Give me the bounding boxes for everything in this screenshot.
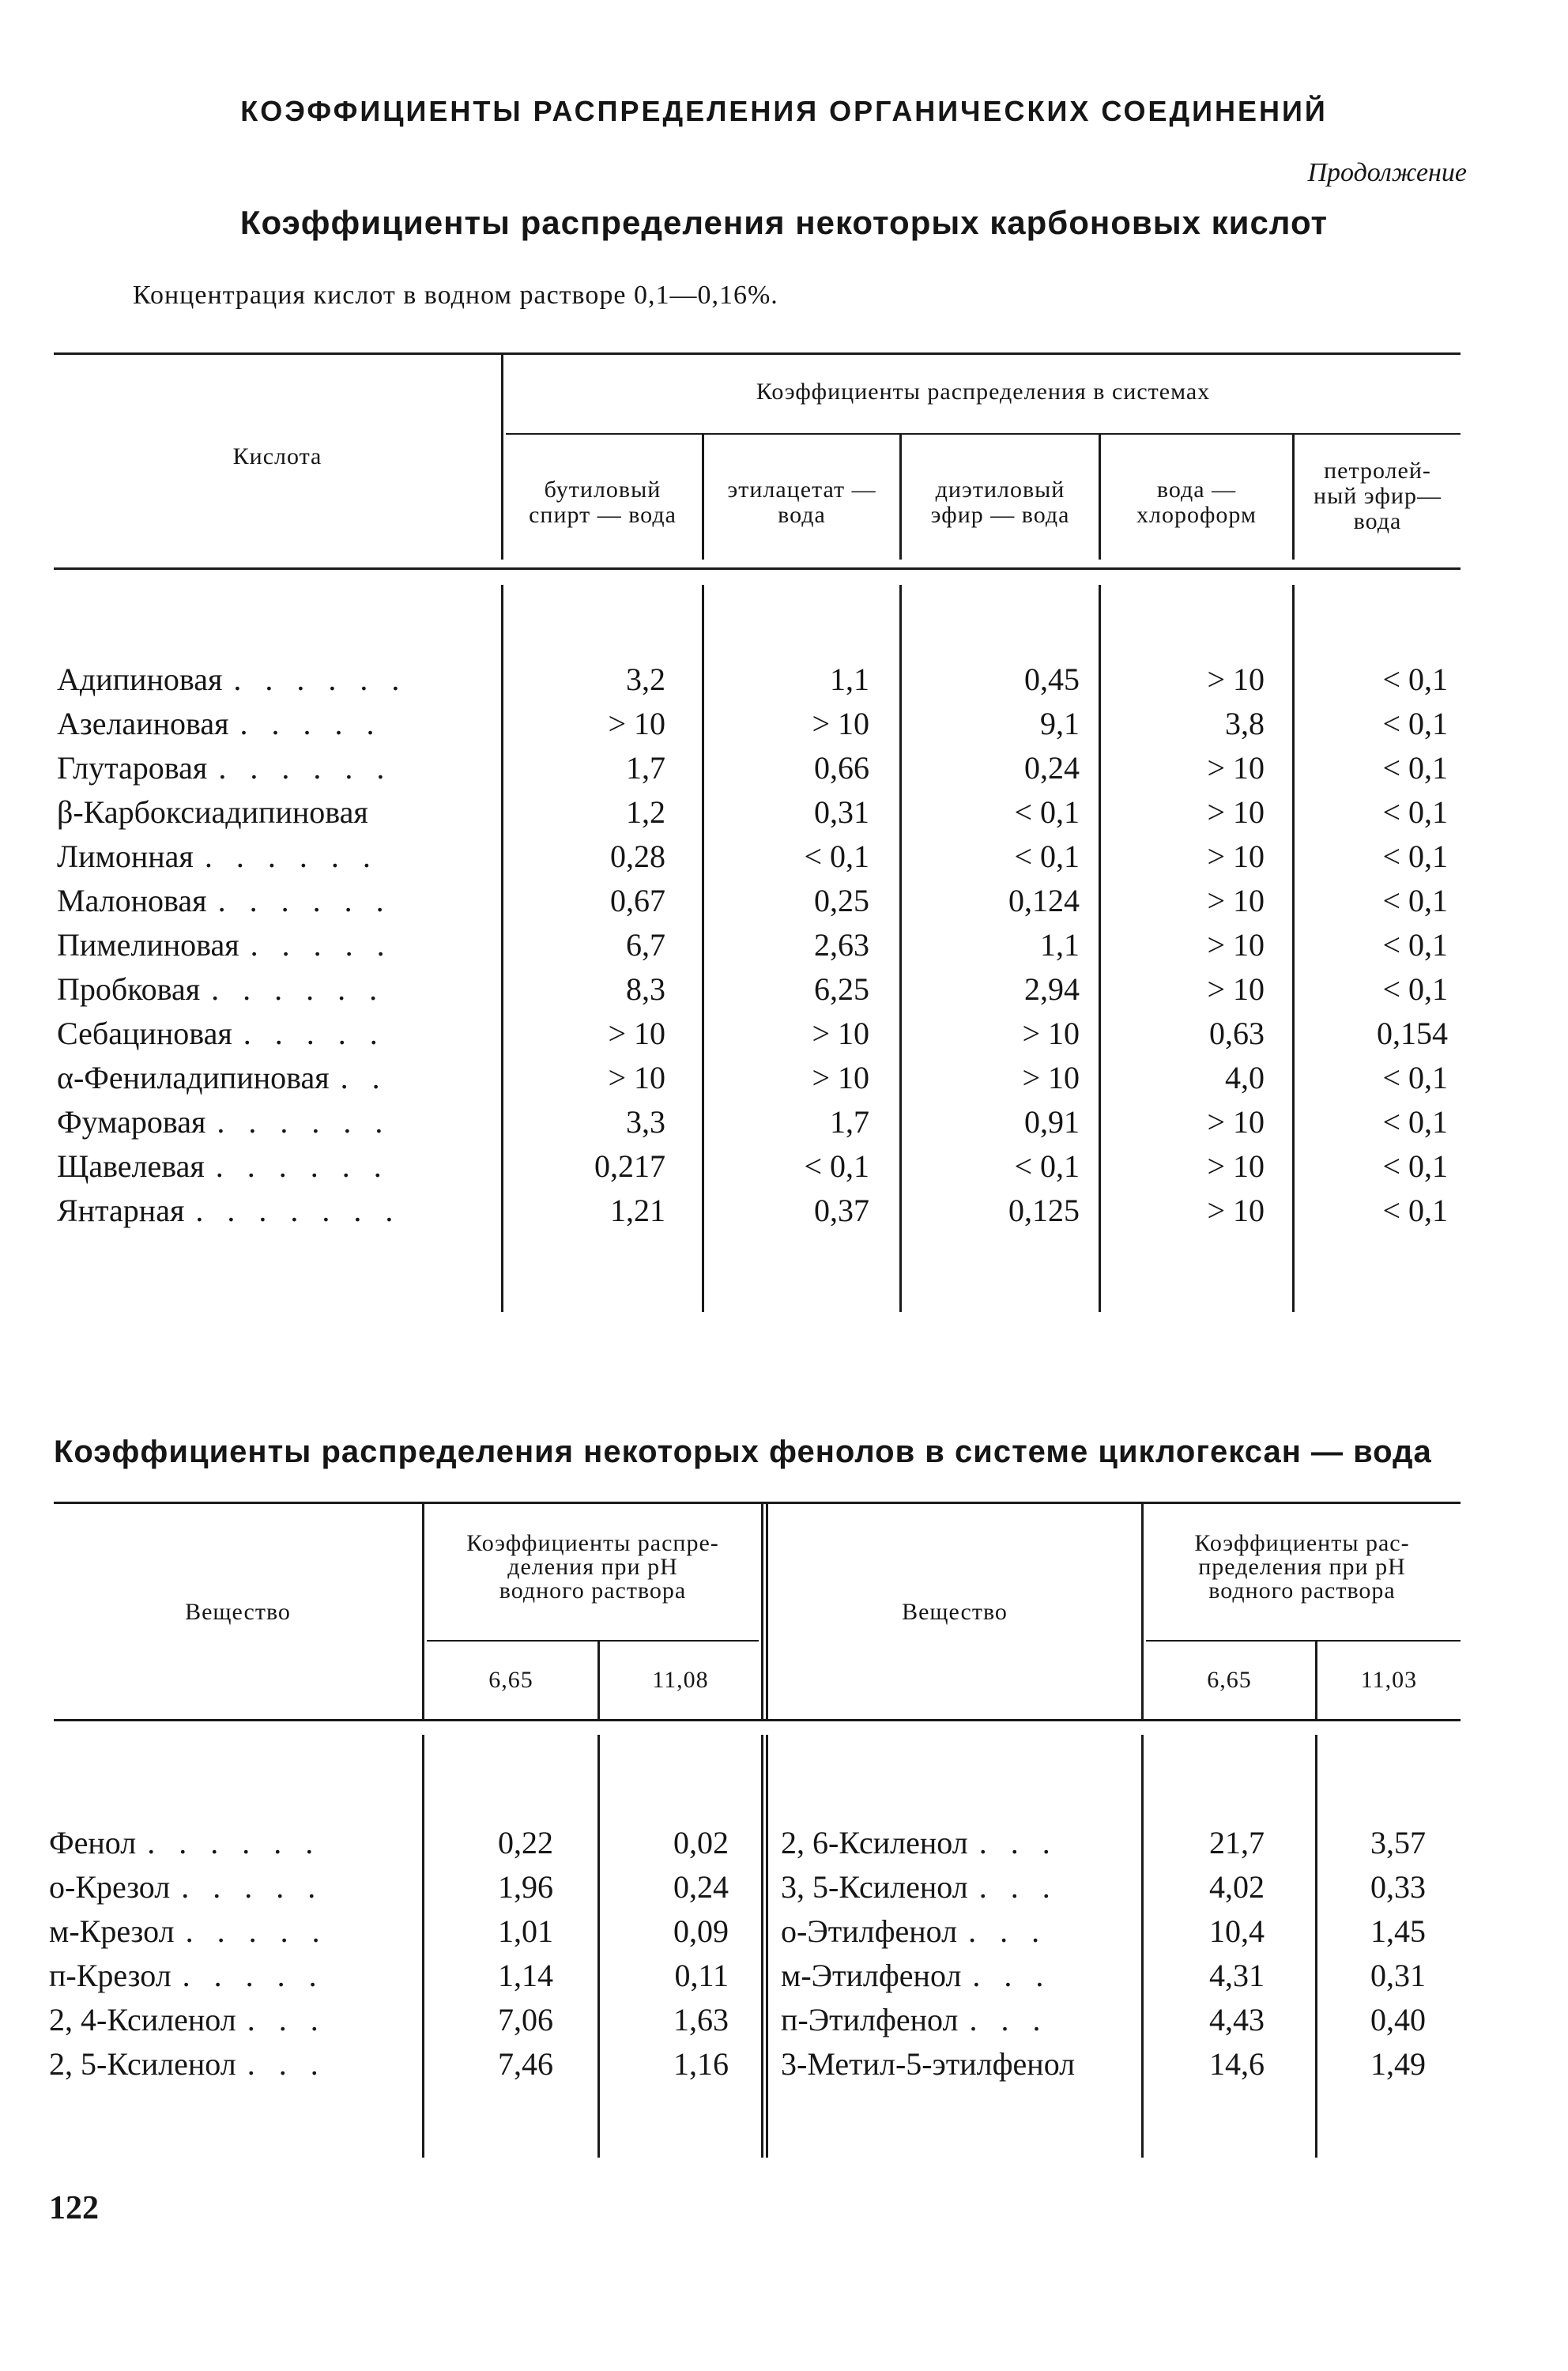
running-head: КОЭФФИЦИЕНТЫ РАСПРЕДЕЛЕНИЯ ОРГАНИЧЕСКИХ СОЕДИНЕНИЙ	[240, 95, 1328, 127]
continuation-label: Продолжение	[1307, 158, 1467, 187]
substance-name: п-Этилфенол . . .	[781, 2002, 1049, 2037]
value-cell: 0,33	[1370, 1869, 1426, 1905]
table2-header-group-left: Коэффициенты распре- деления при pH водного раствора	[466, 1530, 719, 1604]
table1-group-rule	[506, 433, 1461, 435]
table2-header-rule	[54, 1719, 1461, 1721]
value-cell: 1,7	[830, 1104, 869, 1140]
value-cell: 0,124	[1008, 883, 1080, 918]
value-cell: > 10	[1207, 927, 1265, 963]
acid-name: Адипиновая . . . . . .	[57, 662, 408, 697]
value-cell: < 0,1	[1382, 1193, 1448, 1228]
substance-name: о-Этилфенол . . .	[781, 1913, 1048, 1949]
ph-right-1: 6,65	[1207, 1667, 1252, 1693]
acid-name: Пимелиновая . . . . .	[57, 927, 393, 963]
value-cell: 0,91	[1024, 1104, 1080, 1140]
value-cell: 1,14	[498, 1958, 553, 1993]
value-cell: 1,96	[498, 1869, 553, 1905]
value-cell: 3,2	[626, 662, 665, 697]
value-cell: 10,4	[1209, 1913, 1265, 1949]
table2-divider	[761, 1502, 763, 1719]
value-cell: 2,63	[814, 927, 869, 963]
value-cell: 0,09	[673, 1913, 729, 1949]
substance-name: 2, 6-Ксиленол . . .	[781, 1825, 1058, 1860]
value-cell: 0,25	[814, 883, 869, 918]
value-cell: > 10	[1207, 1193, 1265, 1228]
table1-header-acid: Кислота	[232, 443, 322, 469]
value-cell: > 10	[1207, 839, 1265, 874]
value-cell: 1,16	[673, 2046, 729, 2082]
table1-divider	[1099, 585, 1101, 1312]
table1-header-rule	[54, 567, 1461, 570]
table2-divider	[1141, 1735, 1144, 2158]
value-cell: < 0,1	[1382, 839, 1448, 874]
value-cell: > 10	[812, 1060, 869, 1095]
table2-divider	[766, 1735, 768, 2158]
acid-name: β-Карбоксиадипиновая	[57, 794, 368, 830]
substance-name: 3-Метил-5-этилфенол	[781, 2046, 1076, 2082]
value-cell: 3,57	[1370, 1825, 1426, 1860]
substance-name: м-Крезол . . . . .	[49, 1913, 328, 1949]
acid-name: Глутаровая . . . . . .	[57, 750, 393, 786]
value-cell: 9,1	[1040, 706, 1080, 741]
value-cell: < 0,1	[804, 1148, 869, 1184]
value-cell: < 0,1	[1382, 662, 1448, 697]
table1-note: Концентрация кислот в водном растворе 0,1—0,16%.	[133, 281, 778, 310]
value-cell: > 10	[1022, 1016, 1080, 1051]
table1-header-group: Коэффициенты распределения в системах	[756, 379, 1211, 405]
value-cell: > 10	[608, 1016, 665, 1051]
value-cell: 0,66	[814, 750, 869, 786]
value-cell: 0,02	[673, 1825, 729, 1860]
value-cell: 4,31	[1209, 1958, 1265, 1993]
table1-divider	[501, 352, 503, 560]
acid-name: Фумаровая . . . . . .	[57, 1104, 391, 1140]
value-cell: 0,125	[1008, 1193, 1080, 1228]
value-cell: 6,7	[626, 927, 665, 963]
table1-divider	[501, 585, 503, 1312]
value-cell: 7,46	[498, 2046, 553, 2082]
value-cell: 0,31	[1370, 1958, 1426, 1993]
table2-title: Коэффициенты распределения некоторых фенолов в системе циклогексан — вода	[54, 1434, 1432, 1469]
table2-sub-rule	[1146, 1640, 1461, 1642]
value-cell: < 0,1	[1382, 971, 1448, 1007]
value-cell: > 10	[1207, 1104, 1265, 1140]
value-cell: > 10	[608, 706, 665, 741]
value-cell: 0,28	[610, 839, 665, 874]
value-cell: > 10	[1022, 1060, 1080, 1095]
acid-name: Малоновая . . . . . .	[57, 883, 392, 918]
substance-name: о-Крезол . . . . .	[49, 1869, 324, 1905]
table1-title: Коэффициенты распределения некоторых карбоновых кислот	[239, 204, 1329, 241]
value-cell: 0,154	[1377, 1016, 1448, 1051]
value-cell: 4,43	[1209, 2002, 1265, 2037]
table1-col-header: вода — хлороформ	[1136, 477, 1257, 528]
value-cell: > 10	[1207, 883, 1265, 918]
value-cell: 14,6	[1209, 2046, 1265, 2082]
acid-name: Щавелевая . . . . . .	[57, 1148, 390, 1184]
table2-top-rule	[54, 1502, 1461, 1504]
value-cell: > 10	[608, 1060, 665, 1095]
value-cell: 1,7	[626, 750, 665, 786]
substance-name: 3, 5-Ксиленол . . .	[781, 1869, 1058, 1905]
ph-left-2: 11,08	[652, 1667, 709, 1693]
value-cell: 3,3	[626, 1104, 665, 1140]
value-cell: 1,01	[498, 1913, 553, 1949]
value-cell: > 10	[1207, 1148, 1265, 1184]
value-cell: 7,06	[498, 2002, 553, 2037]
value-cell: 0,45	[1024, 662, 1080, 697]
table2-divider	[1315, 1735, 1317, 2158]
table2-divider	[597, 1735, 600, 2158]
value-cell: 1,2	[626, 794, 665, 830]
value-cell: 3,8	[1225, 706, 1265, 741]
table1-divider	[1292, 585, 1295, 1312]
value-cell: 0,37	[814, 1193, 869, 1228]
value-cell: < 0,1	[1014, 839, 1080, 874]
value-cell: > 10	[1207, 662, 1265, 697]
value-cell: > 10	[1207, 971, 1265, 1007]
acid-name: Пробковая . . . . . .	[57, 971, 386, 1007]
value-cell: < 0,1	[1382, 1104, 1448, 1140]
value-cell: 0,11	[674, 1958, 729, 1993]
acid-name: Азелаиновая . . . . .	[57, 706, 383, 741]
value-cell: 0,24	[673, 1869, 729, 1905]
value-cell: > 10	[812, 706, 869, 741]
value-cell: 0,63	[1209, 1016, 1265, 1051]
acid-name: Янтарная . . . . . . .	[57, 1193, 401, 1228]
table1-divider	[702, 585, 704, 1312]
ph-left-1: 6,65	[488, 1667, 533, 1693]
value-cell: < 0,1	[1382, 750, 1448, 786]
table2-divider	[422, 1735, 424, 2158]
value-cell: 0,67	[610, 883, 665, 918]
value-cell: 0,40	[1370, 2002, 1426, 2037]
table1-col-header: петролей- ный эфир— вода	[1314, 458, 1442, 534]
value-cell: < 0,1	[1382, 794, 1448, 830]
table1-col-header: бутиловый спирт — вода	[529, 477, 677, 528]
value-cell: < 0,1	[1382, 1060, 1448, 1095]
value-cell: < 0,1	[1382, 1148, 1448, 1184]
value-cell: 1,1	[830, 662, 869, 697]
value-cell: 0,31	[814, 794, 869, 830]
table2-sub-rule	[427, 1640, 759, 1642]
value-cell: < 0,1	[1014, 794, 1080, 830]
ph-right-2: 11,03	[1360, 1667, 1418, 1693]
table2-divider	[761, 1735, 763, 2158]
table1-top-rule	[54, 352, 1461, 355]
value-cell: 0,22	[498, 1825, 553, 1860]
substance-name: м-Этилфенол . . .	[781, 1958, 1052, 1993]
table1-col-header: диэтиловый эфир — вода	[930, 477, 1070, 528]
value-cell: 4,0	[1225, 1060, 1265, 1095]
substance-name: 2, 4-Ксиленол . . .	[49, 2002, 326, 2037]
value-cell: < 0,1	[1382, 883, 1448, 918]
value-cell: 1,49	[1370, 2046, 1426, 2082]
table2-header-group-right: Коэффициенты рас- пределения при pH водного раствора	[1194, 1530, 1410, 1604]
table1-divider	[899, 585, 902, 1312]
value-cell: > 10	[1207, 794, 1265, 830]
value-cell: 0,217	[594, 1148, 665, 1184]
value-cell: < 0,1	[1014, 1148, 1080, 1184]
value-cell: 1,21	[610, 1193, 665, 1228]
value-cell: 0,24	[1024, 750, 1080, 786]
value-cell: 21,7	[1209, 1825, 1265, 1860]
substance-name: Фенол . . . . . .	[49, 1825, 322, 1860]
value-cell: < 0,1	[1382, 706, 1448, 741]
substance-name: п-Крезол . . . . .	[49, 1958, 325, 1993]
value-cell: > 10	[1207, 750, 1265, 786]
value-cell: 8,3	[626, 971, 665, 1007]
value-cell: 1,63	[673, 2002, 729, 2037]
value-cell: > 10	[812, 1016, 869, 1051]
value-cell: 2,94	[1024, 971, 1080, 1007]
acid-name: Лимонная . . . . . .	[57, 839, 379, 874]
value-cell: < 0,1	[1382, 927, 1448, 963]
value-cell: < 0,1	[804, 839, 869, 874]
value-cell: 4,02	[1209, 1869, 1265, 1905]
table1-col-header: этилацетат — вода	[727, 477, 876, 528]
page-number: 122	[49, 2190, 99, 2226]
table2-header-substance-left: Вещество	[185, 1599, 291, 1625]
acid-name: α-Фениладипиновая . .	[57, 1060, 388, 1095]
value-cell: 1,1	[1040, 927, 1080, 963]
table2-header-substance-right: Вещество	[902, 1599, 1008, 1625]
substance-name: 2, 5-Ксиленол . . .	[49, 2046, 326, 2082]
value-cell: 6,25	[814, 971, 869, 1007]
acid-name: Себациновая . . . . .	[57, 1016, 386, 1051]
value-cell: 1,45	[1370, 1913, 1426, 1949]
